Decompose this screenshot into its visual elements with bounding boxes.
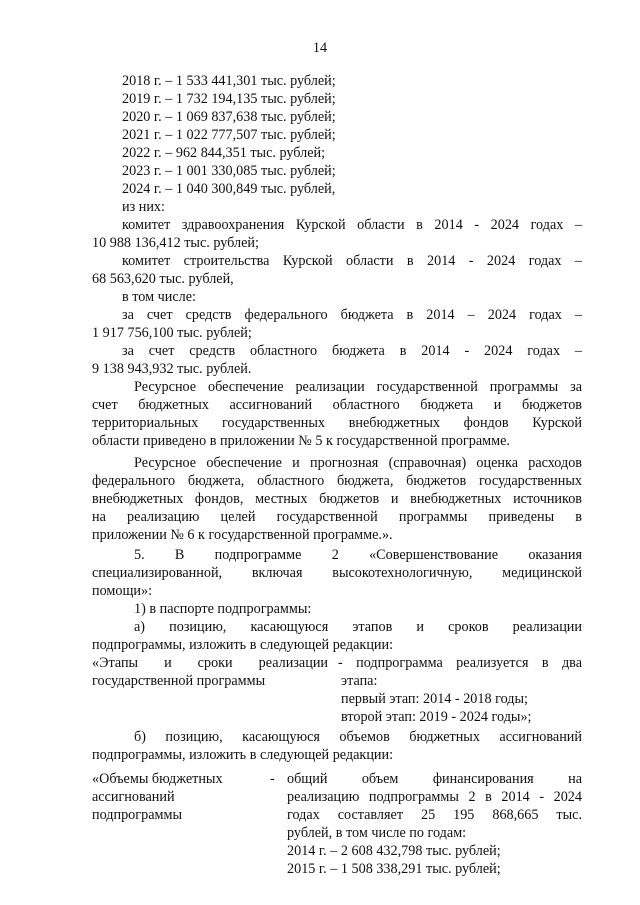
health-committee-amount: 10 988 136,412 тыс. рублей; — [92, 235, 259, 251]
volumes-left-line-1: «Объемы бюджетных — [92, 771, 223, 787]
volumes-right-line-3: годах составляет 25 195 868,665 тыс. — [287, 807, 582, 823]
volumes-right-line-1: общий объем финансирования на — [287, 771, 582, 787]
stage-second: второй этап: 2019 - 2024 годы»; — [341, 709, 532, 725]
year-line-2024: 2024 г. – 1 040 300,849 тыс. рублей, — [122, 181, 336, 197]
volumes-left-line-2: ассигнований — [92, 789, 175, 805]
forecast-para-line-3: внебюджетных фондов, местных бюджетов и внебюджетных источников — [92, 491, 582, 507]
volumes-left-line-3: подпрограммы — [92, 807, 182, 823]
federal-budget-line: за счет средств федерального бюджета в 2014 – 2024 годах – — [122, 307, 582, 323]
item-b-line-1: б) позицию, касающуюся объемов бюджетных ассигнований — [134, 729, 582, 745]
item-a-line-2: подпрограммы, изложить в следующей редакции: — [92, 637, 394, 653]
volumes-right-line-2: реализацию подпрограммы 2 в 2014 - 2024 — [287, 789, 582, 805]
construction-committee-amount: 68 563,620 тыс. рублей, — [92, 271, 234, 287]
stages-right-line-2: этапа: — [341, 673, 378, 689]
forecast-para-line-5: приложении № 6 к государственной программе.». — [92, 527, 393, 543]
forecast-para-line-4: на реализацию целей государственной программы приведены в — [92, 509, 582, 525]
item-b-line-2: подпрограммы, изложить в следующей редакции: — [92, 747, 394, 763]
item5-line-1: 5. В подпрограмме 2 «Совершенствование оказания — [134, 547, 582, 563]
year-line-2022: 2022 г. – 962 844,351 тыс. рублей; — [122, 145, 326, 161]
regional-budget-line: за счет средств областного бюджета в 2014 - 2024 годах – — [122, 343, 582, 359]
year-line-2023: 2023 г. – 1 001 330,085 тыс. рублей; — [122, 163, 336, 179]
construction-committee-line: комитет строительства Курской области в 2014 - 2024 годах – — [122, 253, 582, 269]
resource-para-line-3: территориальных государственных внебюджетных фондов Курской — [92, 415, 582, 431]
forecast-para-line-2: федерального бюджета, областного бюджета, бюджетов государственных — [92, 473, 582, 489]
stages-left-line-2: государственной программы — [92, 673, 266, 689]
page-number: 14 — [312, 40, 328, 56]
resource-para-line-2: счет бюджетных ассигнований областного бюджета и бюджетов — [92, 397, 582, 413]
item5-line-2: специализированной, включая высокотехнологичную, медицинской — [92, 565, 582, 581]
regional-budget-amount: 9 138 943,932 тыс. рублей. — [92, 361, 252, 377]
volumes-year-2015: 2015 г. – 1 508 338,291 тыс. рублей; — [287, 861, 501, 877]
resource-para-line-1: Ресурсное обеспечение реализации государственной программы за — [134, 379, 582, 395]
item5-line-3: помощи»: — [92, 583, 153, 599]
year-line-2019: 2019 г. – 1 732 194,135 тыс. рублей; — [122, 91, 336, 107]
health-committee-line: комитет здравоохранения Курской области в 2014 - 2024 годах – — [122, 217, 582, 233]
volumes-year-2014: 2014 г. – 2 608 432,798 тыс. рублей; — [287, 843, 501, 859]
federal-budget-amount: 1 917 756,100 тыс. рублей; — [92, 325, 252, 341]
forecast-para-line-1: Ресурсное обеспечение и прогнозная (справочная) оценка расходов — [134, 455, 582, 471]
volumes-dash: - — [270, 771, 275, 787]
stage-first: первый этап: 2014 - 2018 годы; — [341, 691, 528, 707]
item5-sub1: 1) в паспорте подпрограммы: — [134, 601, 312, 617]
year-line-2020: 2020 г. – 1 069 837,638 тыс. рублей; — [122, 109, 336, 125]
including-label: в том числе: — [122, 289, 196, 305]
year-line-2018: 2018 г. – 1 533 441,301 тыс. рублей; — [122, 73, 336, 89]
iz-nih-label: из них: — [122, 199, 165, 215]
item-a-line-1: а) позицию, касающуюся этапов и сроков реализации — [134, 619, 582, 635]
volumes-right-line-4: рублей, в том числе по годам: — [287, 825, 467, 841]
year-line-2021: 2021 г. – 1 022 777,507 тыс. рублей; — [122, 127, 336, 143]
stages-left-line-1: «Этапы и сроки реализации — [92, 655, 328, 671]
resource-para-line-4: области приведено в приложении № 5 к государственной программе. — [92, 433, 510, 449]
stages-right-line-1: - подпрограмма реализуется в два — [338, 655, 582, 671]
